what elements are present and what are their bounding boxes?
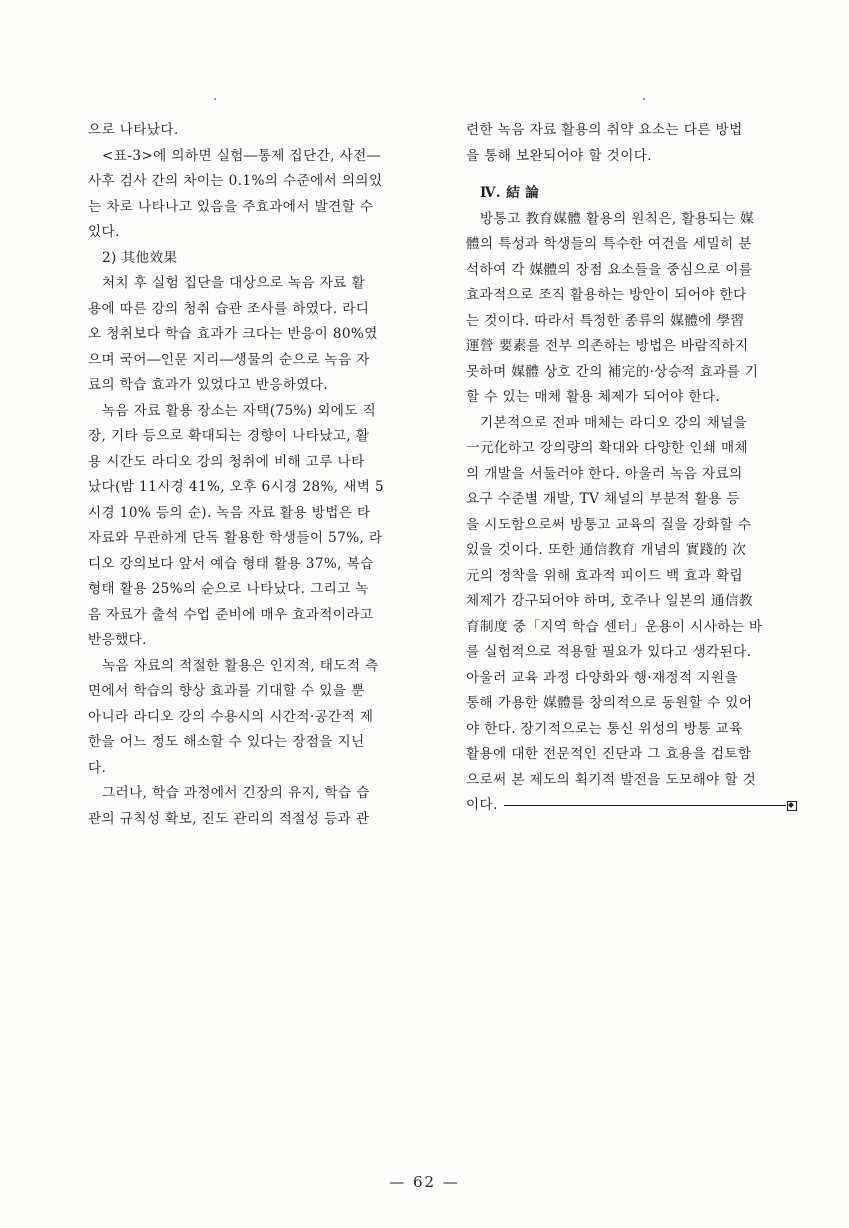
body-line: 으며 국어―인문 지리―생물의 순으로 녹음 자 [88, 351, 370, 368]
body-line: 못하며 媒體 상호 간의 補完的·상승적 효과를 기 [466, 363, 759, 380]
body-line: 석하여 각 媒體의 장점 요소들을 중심으로 이를 [466, 261, 753, 278]
page-number: — 62 — [389, 1173, 460, 1191]
body-line: 면에서 학습의 향상 효과를 기대할 수 있을 뿐 [88, 683, 365, 699]
diamond-end-mark-icon [787, 801, 797, 811]
body-line: 기본적으로 전파 매체는 라디오 강의 채널을 [480, 414, 748, 431]
body-line: 育制度 중「지역 학습 센터」운용이 시사하는 바 [466, 618, 763, 635]
last-line [466, 793, 816, 819]
body-line: 용 시간도 라디오 강의 청취에 비해 고루 나타 [88, 453, 365, 470]
body-line: 一元化하고 강의량의 확대와 다양한 인쇄 매체 [466, 440, 749, 456]
body-line: 녹음 자료 활용 장소는 자택(75%) 외에도 직 [102, 402, 377, 419]
body-line: 있을 것이다. 또한 通信教育 개념의 實踐的 次 [466, 542, 747, 558]
body-line: 아울러 교육 과정 다양화와 행·재정적 지원을 [466, 669, 738, 686]
body-line: 를 실험적으로 적용할 필요가 있다고 생각된다. [466, 644, 752, 660]
body-line: 오 청취보다 학습 효과가 크다는 반응이 80%였 [88, 326, 378, 342]
body-line: 체제가 강구되어야 하며, 호주나 일본의 通信教 [466, 593, 753, 609]
right-column [466, 118, 816, 819]
body-line: 그러나, 학습 과정에서 긴장의 유지, 학습 습 [102, 785, 370, 801]
end-rule [504, 805, 786, 806]
body-line: 형태 활용 25%의 순으로 나타났다. 그리고 녹 [88, 581, 369, 597]
body-line: 있다. [88, 224, 120, 240]
end-mark [504, 801, 797, 811]
body-line: 元의 정착을 위해 효과적 피이드 백 효과 확립 [466, 567, 744, 584]
body-line: 으로써 본 제도의 획기적 발전을 도모해야 할 것 [466, 771, 757, 788]
body-line: 디오 강의보다 앞서 예습 형태 활용 37%, 복습 [88, 555, 374, 572]
body-line: 장, 기타 등으로 확대되는 경향이 나타났고, 활 [88, 428, 370, 444]
body-line: 사후 검사 간의 차이는 0.1%의 수준에서 의의있 [88, 173, 383, 189]
body-line: 으로 나타났다. [88, 122, 179, 138]
body-line: 體의 특성과 학생들의 특수한 여건을 세밀히 분 [466, 236, 752, 252]
body-line: 運營 要素를 전부 의존하는 방법은 바람직하지 [466, 338, 749, 354]
body-line: 요구 수준별 개발, TV 채널의 부분적 활용 등 [466, 491, 740, 507]
body-line: 한을 어느 정도 해소할 수 있다는 장점을 지닌 [88, 734, 365, 750]
body-line: 용에 따른 강의 청취 습관 조사를 하였다. 라디 [88, 300, 370, 317]
body-line: 할 수 있는 매체 활용 체제가 되어야 한다. [466, 389, 721, 405]
body-line: 료의 학습 효과가 있었다고 반응하였다. [88, 377, 329, 393]
body-line: 관의 규칙성 확보, 진도 관리의 적절성 등과 관 [88, 810, 370, 827]
scan-speck [214, 98, 216, 100]
body-line: 아니라 라디오 강의 수용시의 시간적·공간적 제 [88, 708, 374, 725]
body-line: 효과적으로 조직 활용하는 방안이 되어야 한다 [466, 287, 747, 303]
body-line: 는 것이다. 따라서 특정한 종류의 媒體에 學習 [466, 312, 745, 329]
body-line: 자료와 무관하게 단독 활용한 학생들이 57%, 라 [88, 530, 383, 546]
body-line: 을 통해 보완되어야 할 것이다. [466, 147, 652, 164]
body-line: 반응했다. [88, 632, 147, 648]
body-line: 의 개발을 서둘러야 한다. 아울러 녹음 자료의 [466, 465, 743, 482]
body-line: 음 자료가 출석 수업 준비에 매우 효과적이라고 [88, 606, 374, 623]
body-line: 야 한다. 장기적으로는 통신 위성의 방통 교육 [466, 720, 743, 737]
left-column [88, 118, 438, 832]
section-heading: Ⅳ. 結 論 [480, 185, 540, 201]
body-line: 났다(밤 11시경 41%, 오후 6시경 28%, 새벽 5 [88, 479, 385, 495]
body-line: 을 시도함으로써 방통고 교육의 질을 강화할 수 [466, 516, 752, 533]
body-line: 녹음 자료의 적절한 활용은 인지적, 태도적 측 [102, 657, 379, 674]
body-line: 는 차로 나타나고 있음을 주효과에서 발견할 수 [88, 198, 374, 215]
body-line: 시경 10% 등의 순). 녹음 자료 활용 방법은 타 [88, 504, 371, 521]
body-line: 활용에 대한 전문적인 진단과 그 효용을 검토함 [466, 746, 752, 762]
body-line: 련한 녹음 자료 활용의 취약 요소는 다른 방법 [466, 122, 743, 138]
subsection-heading: 2) 其他效果 [102, 249, 178, 266]
scan-speck [643, 98, 645, 100]
body-line: 통해 가용한 媒體를 창의적으로 동원할 수 있어 [466, 695, 753, 711]
body-line: 방통고 教育媒體 활용의 원칙은, 활용되는 媒 [480, 210, 755, 227]
body-line: <표-3>에 의하면 실험―통제 집단간, 사전― [102, 147, 381, 164]
body-line: 처치 후 실험 집단을 대상으로 녹음 자료 활 [102, 275, 366, 291]
body-line-text: 이다. [466, 797, 498, 813]
section-spacer [466, 169, 816, 181]
body-line: 다. [88, 759, 107, 776]
